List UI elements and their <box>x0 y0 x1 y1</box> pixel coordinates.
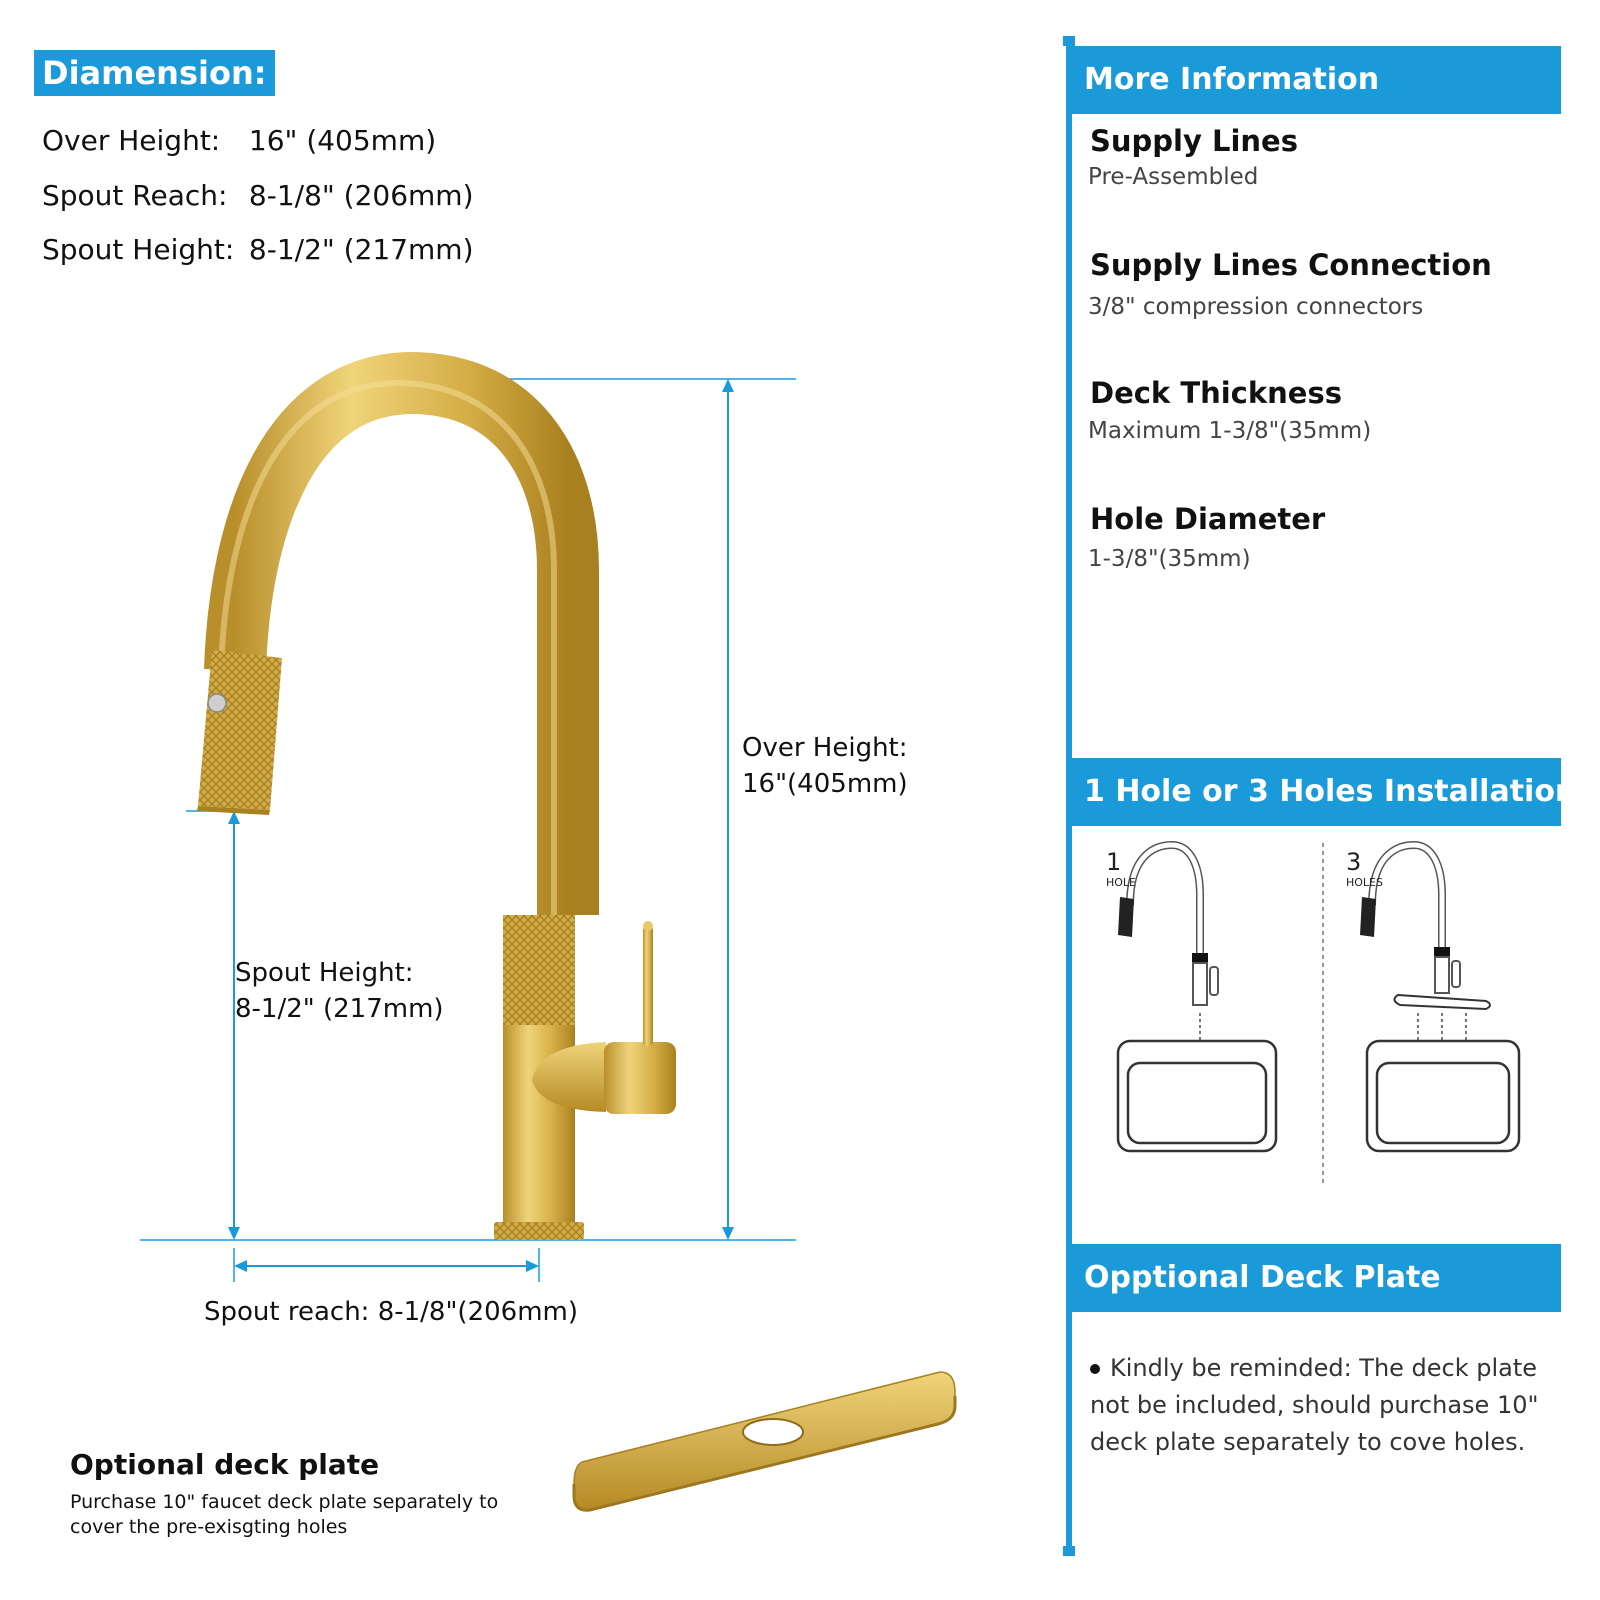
info-heading-deck-thickness: Deck Thickness <box>1090 376 1342 410</box>
over-height-label-text: Over Height: <box>742 733 908 763</box>
reminder-note <box>1090 1350 1550 1461</box>
three-hole-faucet <box>1360 845 1519 1151</box>
dimension-title: Diamension: <box>34 50 275 96</box>
spec-label: Spout Reach: <box>42 179 228 212</box>
reminder-text: Kindly be reminded: The deck plate not be included, should purchase 10" deck plate separately to cove holes. <box>1090 1354 1539 1456</box>
over-height-label <box>742 730 908 802</box>
spout-reach-label: Spout reach: 8-1/8"(206mm) <box>204 1297 578 1327</box>
one-hole-label <box>1106 848 1136 889</box>
deck-plate-note: Purchase 10" faucet deck plate separately to cover the pre-exisgting holes <box>70 1491 499 1538</box>
one-hole-number: 1 <box>1106 848 1122 876</box>
three-holes-number: 3 <box>1346 848 1362 876</box>
info-value-hole-diameter: 1-3/8"(35mm) <box>1088 546 1251 572</box>
spec-label: Over Height: <box>42 124 221 157</box>
deck-plate-title: Optional deck plate <box>70 1448 380 1481</box>
deck-plate-illustration <box>574 1372 955 1510</box>
spout-height-label <box>235 955 444 1027</box>
bullet-icon <box>1090 1364 1100 1374</box>
one-hole-word: HOLE <box>1106 876 1137 889</box>
spec-value: 16" (405mm) <box>248 124 437 157</box>
info-value-deck-thickness: Maximum 1-3/8"(35mm) <box>1088 418 1372 444</box>
info-heading-connection: Supply Lines Connection <box>1090 248 1492 282</box>
spout-height-label-text: Spout Height: <box>235 958 414 988</box>
spec-label: Spout Height: <box>42 233 235 266</box>
three-holes-word: HOLES <box>1346 876 1383 889</box>
info-value-supply-lines: Pre-Assembled <box>1088 164 1259 190</box>
three-holes-label <box>1346 848 1383 889</box>
more-info-banner: More Information <box>1072 46 1561 114</box>
installation-diagram <box>1080 835 1560 1195</box>
installation-banner: 1 Hole or 3 Holes Installation <box>1072 758 1561 826</box>
faucet-illustration <box>197 383 676 1240</box>
info-heading-hole-diameter: Hole Diameter <box>1090 502 1326 536</box>
spout-height-value-text: 8-1/2" (217mm) <box>235 994 444 1024</box>
one-hole-faucet <box>1118 845 1276 1151</box>
optional-plate-banner: Opptional Deck Plate <box>1072 1244 1561 1312</box>
over-height-value-text: 16"(405mm) <box>742 769 908 799</box>
spec-value: 8-1/8" (206mm) <box>248 179 474 212</box>
info-value-connection: 3/8" compression connectors <box>1088 294 1424 320</box>
divider-cap-bottom <box>1063 1546 1075 1556</box>
spec-value: 8-1/2" (217mm) <box>248 233 474 266</box>
info-heading-supply-lines: Supply Lines <box>1090 124 1298 158</box>
divider-cap-top <box>1063 36 1075 46</box>
